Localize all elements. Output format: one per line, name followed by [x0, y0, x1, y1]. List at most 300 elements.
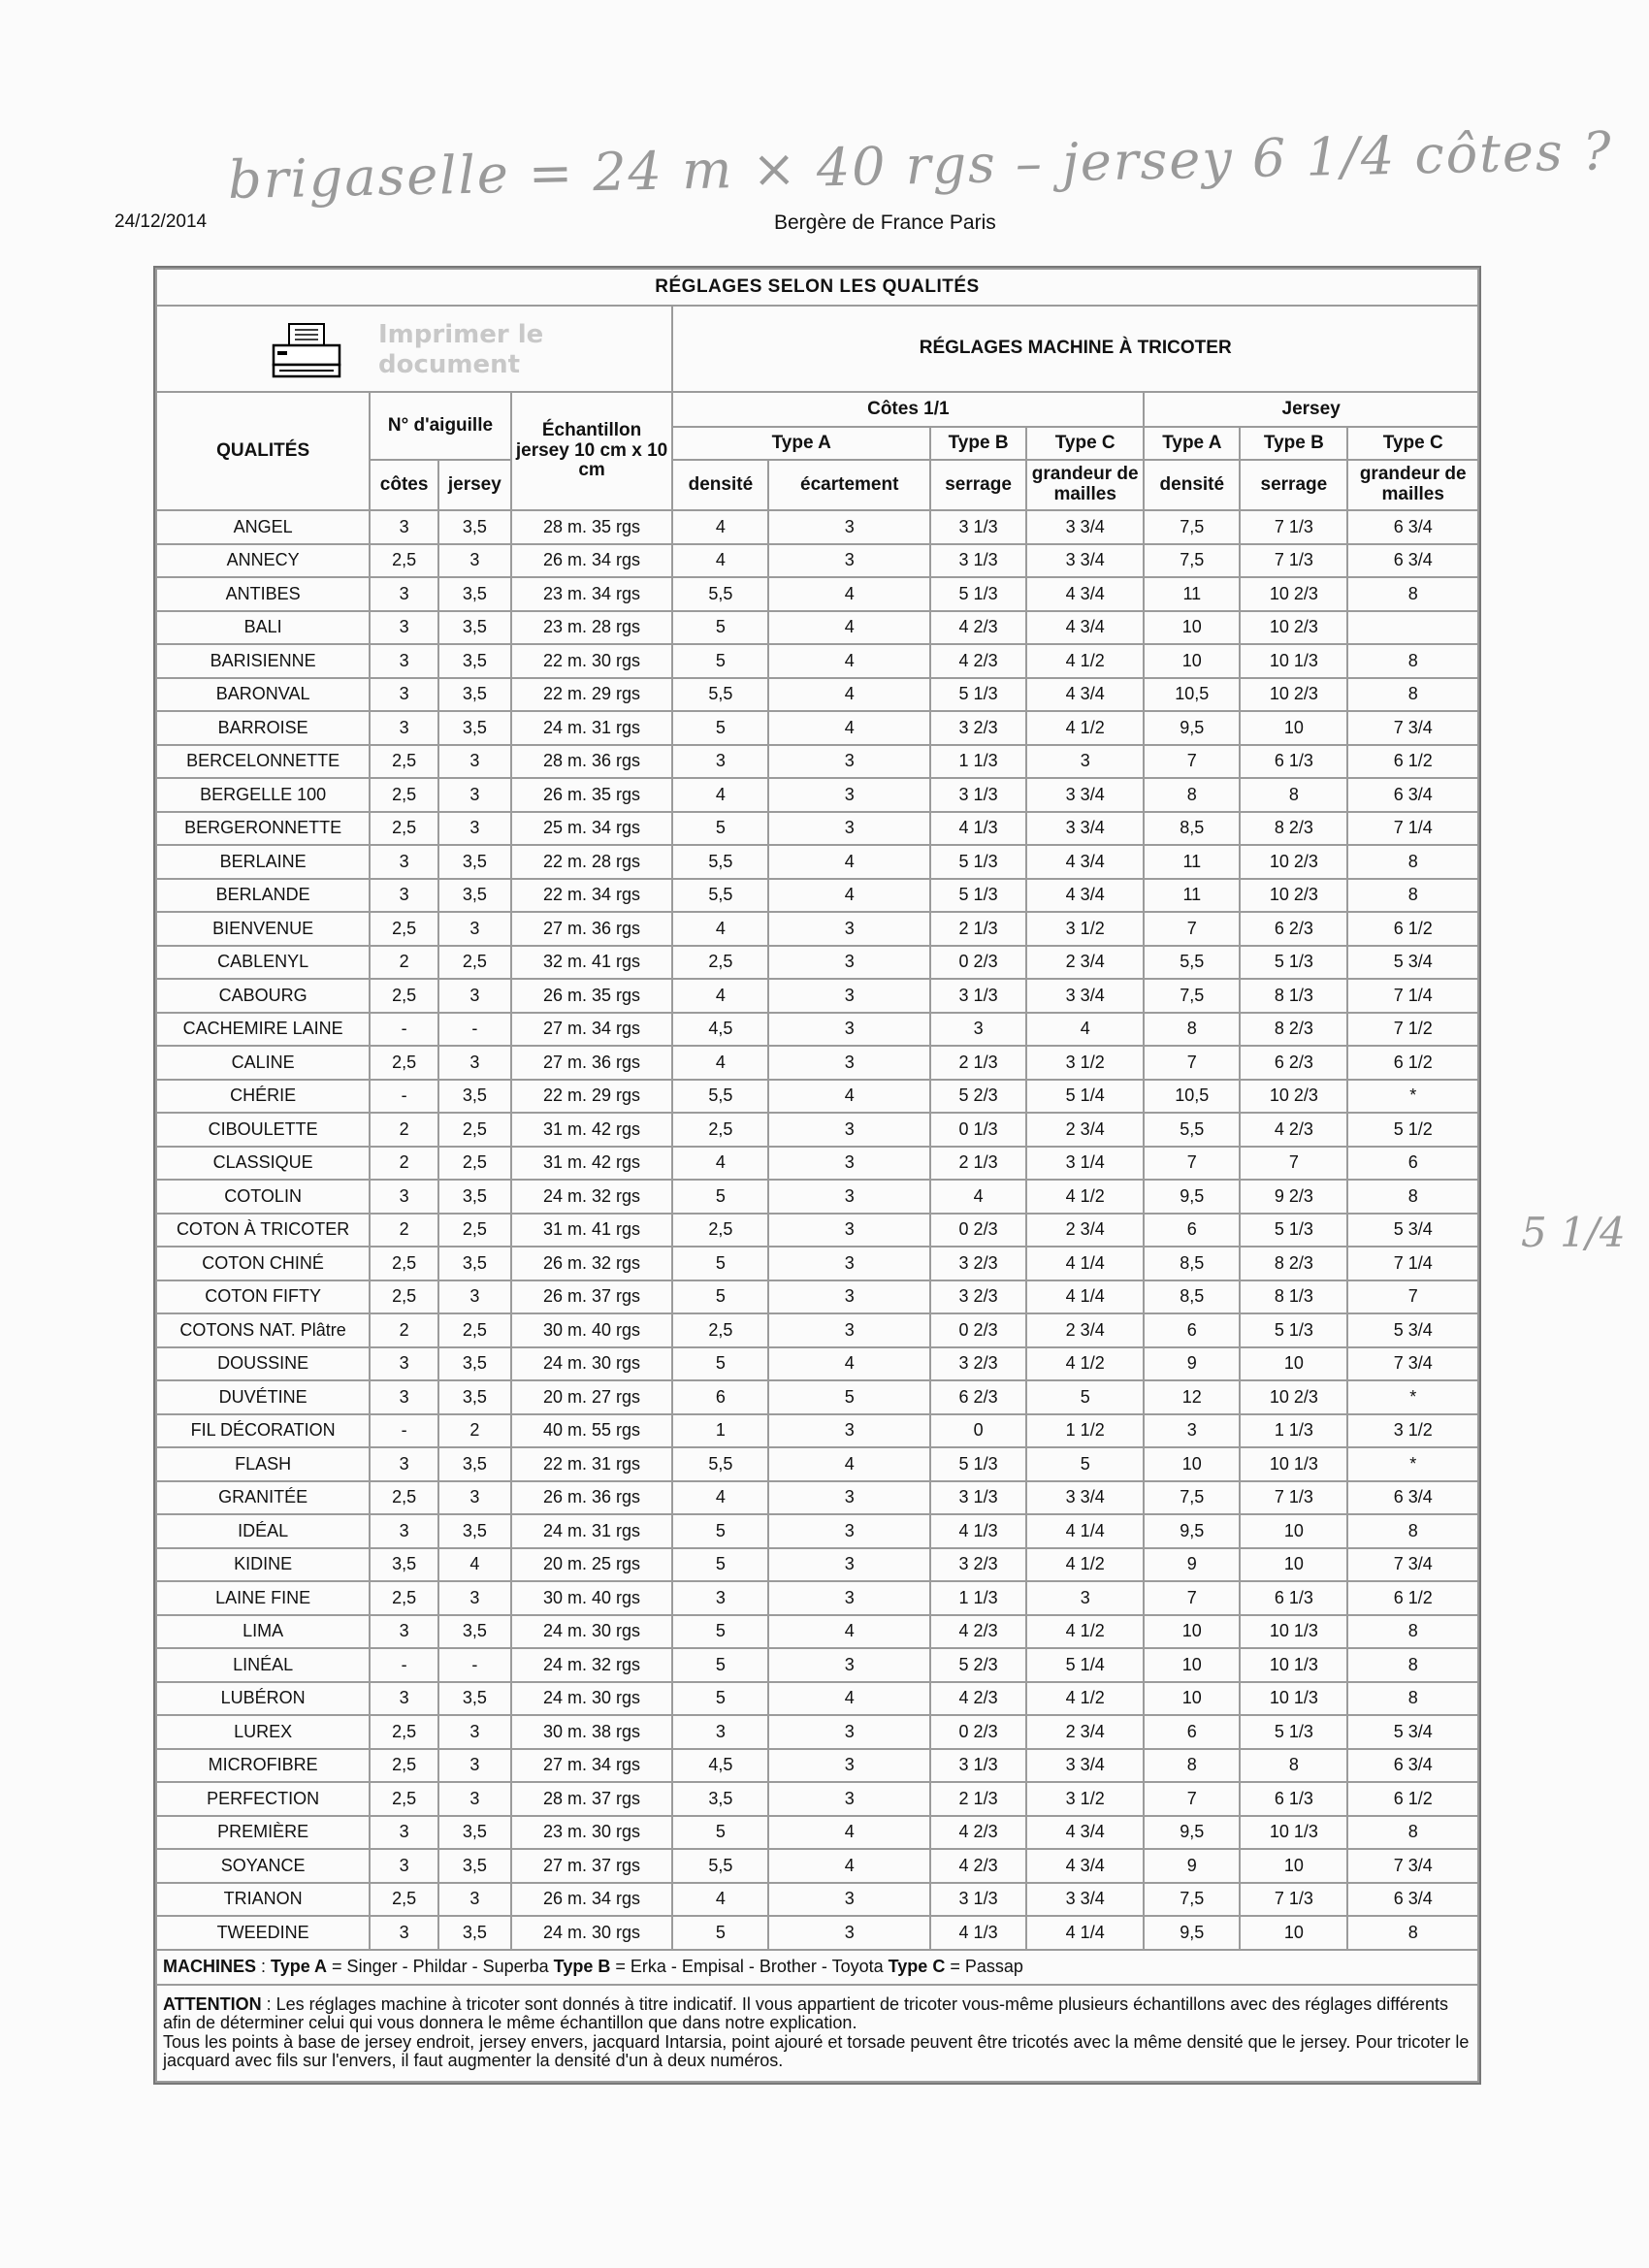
cell-quality: BERCELONNETTE	[156, 745, 370, 779]
cell-jersey-densite: 6	[1144, 1715, 1240, 1749]
cell-jersey-serrage: 10	[1240, 1548, 1347, 1582]
cell-quality: TRIANON	[156, 1883, 370, 1917]
cell-cotes-densite: 5	[672, 812, 768, 846]
cell-cotes-densite: 4	[672, 979, 768, 1013]
cell-cotes-serrage: 3 2/3	[930, 1347, 1026, 1381]
cell-cotes-serrage: 4	[930, 1180, 1026, 1214]
machines-list-b: = Erka - Empisal - Brother - Toyota	[610, 1956, 889, 1976]
cell-jersey-serrage: 8	[1240, 1749, 1347, 1783]
cell-cotes-serrage: 0	[930, 1414, 1026, 1448]
cell-needle-jersey: 3,5	[438, 1380, 511, 1414]
cell-cotes-serrage: 4 2/3	[930, 611, 1026, 645]
machines-note	[156, 1950, 1478, 1985]
cell-quality: BERGELLE 100	[156, 778, 370, 812]
cell-jersey-grandeur: 7 1/2	[1347, 1013, 1478, 1047]
cell-cotes-serrage: 4 2/3	[930, 1849, 1026, 1883]
machines-type-c: Type C	[888, 1956, 946, 1976]
cell-jersey-grandeur: 8	[1347, 1816, 1478, 1850]
print-document-button[interactable]	[156, 306, 672, 392]
cell-cotes-grandeur: 3 3/4	[1026, 778, 1144, 812]
cell-cotes-ecartement: 3	[768, 946, 930, 980]
cell-needle-cotes: 2,5	[370, 1883, 438, 1917]
cell-jersey-grandeur: 7	[1347, 1280, 1478, 1314]
cell-cotes-grandeur: 2 3/4	[1026, 1313, 1144, 1347]
cell-jersey-densite: 8	[1144, 1749, 1240, 1783]
cell-quality: ANTIBES	[156, 577, 370, 611]
cell-quality: COTON FIFTY	[156, 1280, 370, 1314]
cell-cotes-grandeur: 4 1/2	[1026, 1548, 1144, 1582]
cell-cotes-grandeur: 5 1/4	[1026, 1080, 1144, 1114]
cell-jersey-densite: 10,5	[1144, 1080, 1240, 1114]
cell-quality: BIENVENUE	[156, 912, 370, 946]
cell-cotes-densite: 5,5	[672, 845, 768, 879]
table-row	[156, 1180, 1478, 1214]
cell-sample: 31 m. 42 rgs	[511, 1147, 673, 1181]
attention-note	[156, 1985, 1478, 2082]
cell-quality: FLASH	[156, 1447, 370, 1481]
cell-needle-cotes: 2	[370, 1147, 438, 1181]
table-row	[156, 1883, 1478, 1917]
header-cotes-ecartement: écartement	[768, 460, 930, 510]
cell-needle-cotes: 3,5	[370, 1548, 438, 1582]
cell-needle-cotes: 2,5	[370, 1046, 438, 1080]
attention-text-2: Tous les points à base de jersey endroit, jersey envers, jacquard Intarsia, point ajouré et torsade peuvent être tricotés avec la même densité que le jersey. Pour tricoter le jacquard avec fils sur l'envers, il faut augmenter la densité d'un à deux numéros.	[163, 2031, 1470, 2070]
cell-sample: 27 m. 34 rgs	[511, 1749, 673, 1783]
cell-cotes-densite: 5,5	[672, 678, 768, 712]
table-row	[156, 1113, 1478, 1147]
header-cotes-serrage: serrage	[930, 460, 1026, 510]
cell-cotes-grandeur: 4 1/4	[1026, 1514, 1144, 1548]
cell-jersey-serrage: 10	[1240, 1916, 1347, 1950]
cell-needle-cotes: -	[370, 1648, 438, 1682]
cell-cotes-serrage: 1 1/3	[930, 1581, 1026, 1615]
cell-jersey-serrage: 7 1/3	[1240, 510, 1347, 544]
cell-jersey-grandeur: 7 3/4	[1347, 1347, 1478, 1381]
cell-jersey-grandeur: 6 3/4	[1347, 510, 1478, 544]
cell-cotes-ecartement: 3	[768, 745, 930, 779]
cell-quality: LIMA	[156, 1615, 370, 1649]
cell-cotes-serrage: 2 1/3	[930, 1147, 1026, 1181]
cell-cotes-grandeur: 4 1/2	[1026, 1682, 1144, 1716]
cell-cotes-grandeur: 4 1/4	[1026, 1916, 1144, 1950]
cell-sample: 22 m. 34 rgs	[511, 879, 673, 913]
cell-cotes-grandeur: 3 3/4	[1026, 544, 1144, 578]
cell-needle-jersey: 3	[438, 1481, 511, 1515]
cell-cotes-ecartement: 3	[768, 979, 930, 1013]
cell-cotes-ecartement: 4	[768, 1347, 930, 1381]
cell-sample: 22 m. 29 rgs	[511, 1080, 673, 1114]
cell-quality: BERGERONNETTE	[156, 812, 370, 846]
cell-jersey-densite: 7	[1144, 1782, 1240, 1816]
cell-cotes-grandeur: 4 3/4	[1026, 1849, 1144, 1883]
table-row	[156, 1280, 1478, 1314]
cell-cotes-ecartement: 3	[768, 912, 930, 946]
cell-jersey-grandeur: 5 3/4	[1347, 946, 1478, 980]
cell-jersey-grandeur: 7 3/4	[1347, 1849, 1478, 1883]
table-row	[156, 778, 1478, 812]
cell-cotes-serrage: 0 2/3	[930, 1313, 1026, 1347]
cell-needle-jersey: 2,5	[438, 1214, 511, 1247]
table-row	[156, 1514, 1478, 1548]
cell-cotes-serrage: 5 1/3	[930, 845, 1026, 879]
cell-cotes-serrage: 3 2/3	[930, 1247, 1026, 1280]
cell-cotes-ecartement: 3	[768, 1013, 930, 1047]
cell-jersey-densite: 6	[1144, 1313, 1240, 1347]
cell-needle-cotes: 3	[370, 1849, 438, 1883]
cell-quality: COTOLIN	[156, 1180, 370, 1214]
table-row	[156, 1749, 1478, 1783]
cell-jersey-grandeur: 8	[1347, 845, 1478, 879]
cell-cotes-ecartement: 3	[768, 1648, 930, 1682]
cell-quality: CABLENYL	[156, 946, 370, 980]
cell-quality: ANNECY	[156, 544, 370, 578]
header-cotes-type-c: Type C	[1026, 427, 1144, 460]
header-jersey-grandeur: grandeur de mailles	[1347, 460, 1478, 510]
settings-table	[155, 268, 1479, 2083]
machines-type-b: Type B	[553, 1956, 611, 1976]
cell-cotes-serrage: 4 2/3	[930, 644, 1026, 678]
cell-cotes-grandeur: 2 3/4	[1026, 1113, 1144, 1147]
cell-cotes-grandeur: 3 3/4	[1026, 1481, 1144, 1515]
cell-cotes-serrage: 3 1/3	[930, 979, 1026, 1013]
cell-sample: 30 m. 40 rgs	[511, 1581, 673, 1615]
table-row	[156, 1715, 1478, 1749]
cell-needle-jersey: 3,5	[438, 1180, 511, 1214]
cell-jersey-grandeur: 6 1/2	[1347, 1046, 1478, 1080]
table-title: RÉGLAGES SELON LES QUALITÉS	[156, 269, 1478, 306]
handwritten-note: brigaselle = 24 m × 40 rgs – jersey 6 1/4 côtes ?	[227, 120, 1614, 211]
cell-jersey-grandeur: 3 1/2	[1347, 1414, 1478, 1448]
cell-jersey-serrage: 6 1/3	[1240, 1782, 1347, 1816]
cell-needle-cotes: 3	[370, 1916, 438, 1950]
table-row	[156, 544, 1478, 578]
table-row	[156, 879, 1478, 913]
cell-needle-jersey: 2,5	[438, 1113, 511, 1147]
cell-sample: 27 m. 34 rgs	[511, 1013, 673, 1047]
table-row	[156, 912, 1478, 946]
cell-cotes-grandeur: 5	[1026, 1447, 1144, 1481]
cell-needle-cotes: 3	[370, 1347, 438, 1381]
cell-jersey-grandeur: *	[1347, 1380, 1478, 1414]
cell-cotes-grandeur: 5	[1026, 1380, 1144, 1414]
cell-cotes-ecartement: 4	[768, 1816, 930, 1850]
cell-quality: BERLAINE	[156, 845, 370, 879]
cell-cotes-densite: 4,5	[672, 1013, 768, 1047]
table-row	[156, 711, 1478, 745]
cell-jersey-grandeur	[1347, 611, 1478, 645]
table-row	[156, 1615, 1478, 1649]
cell-quality: COTON À TRICOTER	[156, 1214, 370, 1247]
cell-needle-jersey: 3	[438, 979, 511, 1013]
cell-jersey-grandeur: 5 3/4	[1347, 1313, 1478, 1347]
cell-sample: 26 m. 36 rgs	[511, 1481, 673, 1515]
cell-needle-jersey: -	[438, 1648, 511, 1682]
header-cotes-grandeur: grandeur de mailles	[1026, 460, 1144, 510]
cell-needle-cotes: 3	[370, 1380, 438, 1414]
cell-cotes-grandeur: 4 3/4	[1026, 879, 1144, 913]
attention-label: ATTENTION	[163, 1993, 262, 2014]
cell-cotes-grandeur: 3 1/2	[1026, 1046, 1144, 1080]
table-row	[156, 1214, 1478, 1247]
cell-cotes-ecartement: 3	[768, 1214, 930, 1247]
cell-cotes-densite: 1	[672, 1414, 768, 1448]
cell-needle-cotes: 2,5	[370, 1715, 438, 1749]
cell-jersey-serrage: 7 1/3	[1240, 1883, 1347, 1917]
cell-jersey-densite: 7,5	[1144, 1481, 1240, 1515]
cell-sample: 22 m. 31 rgs	[511, 1447, 673, 1481]
cell-jersey-densite: 11	[1144, 577, 1240, 611]
cell-jersey-grandeur: 7 1/4	[1347, 979, 1478, 1013]
cell-cotes-densite: 2,5	[672, 1113, 768, 1147]
cell-needle-cotes: 3	[370, 577, 438, 611]
cell-needle-jersey: 3,5	[438, 1514, 511, 1548]
cell-quality: LINÉAL	[156, 1648, 370, 1682]
table-row	[156, 1782, 1478, 1816]
header-cotes-densite: densité	[672, 460, 768, 510]
cell-cotes-ecartement: 3	[768, 1180, 930, 1214]
cell-jersey-densite: 9	[1144, 1548, 1240, 1582]
cell-needle-cotes: 2,5	[370, 912, 438, 946]
cell-needle-cotes: 3	[370, 1447, 438, 1481]
cell-cotes-ecartement: 3	[768, 1481, 930, 1515]
col-header-echantillon: Échantillon jersey 10 cm x 10 cm	[511, 392, 673, 510]
cell-quality: BARONVAL	[156, 678, 370, 712]
cell-jersey-densite: 7	[1144, 1147, 1240, 1181]
cell-needle-cotes: 3	[370, 879, 438, 913]
cell-cotes-serrage: 3 1/3	[930, 510, 1026, 544]
table-row	[156, 1816, 1478, 1850]
cell-jersey-grandeur: 6 3/4	[1347, 1749, 1478, 1783]
cell-jersey-serrage: 8 2/3	[1240, 1013, 1347, 1047]
col-header-qualites: QUALITÉS	[156, 392, 370, 510]
cell-jersey-serrage: 5 1/3	[1240, 1715, 1347, 1749]
cell-cotes-densite: 5,5	[672, 577, 768, 611]
cell-cotes-densite: 4	[672, 1883, 768, 1917]
cell-cotes-ecartement: 3	[768, 510, 930, 544]
cell-jersey-serrage: 10 2/3	[1240, 678, 1347, 712]
cell-cotes-serrage: 4 1/3	[930, 1514, 1026, 1548]
machine-section-title: RÉGLAGES MACHINE À TRICOTER	[672, 306, 1478, 392]
cell-jersey-grandeur: 8	[1347, 1180, 1478, 1214]
cell-needle-cotes: 3	[370, 711, 438, 745]
cell-needle-cotes: 2	[370, 1214, 438, 1247]
cell-cotes-ecartement: 4	[768, 845, 930, 879]
cell-jersey-serrage: 5 1/3	[1240, 1214, 1347, 1247]
cell-jersey-grandeur: 8	[1347, 879, 1478, 913]
cell-cotes-ecartement: 3	[768, 1782, 930, 1816]
cell-needle-jersey: 3,5	[438, 577, 511, 611]
table-row	[156, 812, 1478, 846]
cell-cotes-ecartement: 3	[768, 1046, 930, 1080]
cell-cotes-serrage: 3 2/3	[930, 1280, 1026, 1314]
header-jersey-type-a: Type A	[1144, 427, 1240, 460]
cell-needle-cotes: 3	[370, 1514, 438, 1548]
machines-list-c: = Passap	[945, 1956, 1023, 1976]
header-jersey-serrage: serrage	[1240, 460, 1347, 510]
cell-quality: BERLANDE	[156, 879, 370, 913]
cell-jersey-grandeur: 6 3/4	[1347, 544, 1478, 578]
cell-cotes-densite: 4	[672, 1046, 768, 1080]
cell-cotes-grandeur: 4 3/4	[1026, 845, 1144, 879]
cell-cotes-ecartement: 3	[768, 1514, 930, 1548]
table-row	[156, 1046, 1478, 1080]
cell-jersey-grandeur: 7 3/4	[1347, 1548, 1478, 1582]
cell-cotes-ecartement: 4	[768, 1682, 930, 1716]
cell-jersey-serrage: 10 1/3	[1240, 644, 1347, 678]
cell-cotes-densite: 5	[672, 1615, 768, 1649]
cell-cotes-densite: 6	[672, 1380, 768, 1414]
cell-jersey-serrage: 10 1/3	[1240, 1682, 1347, 1716]
cell-cotes-ecartement: 3	[768, 778, 930, 812]
cell-jersey-densite: 10	[1144, 1648, 1240, 1682]
cell-jersey-densite: 9,5	[1144, 1816, 1240, 1850]
cell-jersey-grandeur: 8	[1347, 1682, 1478, 1716]
cell-cotes-grandeur: 4 3/4	[1026, 678, 1144, 712]
cell-jersey-densite: 7,5	[1144, 979, 1240, 1013]
cell-needle-jersey: 3,5	[438, 1447, 511, 1481]
cell-cotes-ecartement: 4	[768, 678, 930, 712]
cell-sample: 27 m. 36 rgs	[511, 912, 673, 946]
cell-needle-cotes: -	[370, 1414, 438, 1448]
cell-needle-cotes: 3	[370, 644, 438, 678]
cell-cotes-serrage: 3 1/3	[930, 1883, 1026, 1917]
cell-quality: CABOURG	[156, 979, 370, 1013]
table-row	[156, 1849, 1478, 1883]
cell-sample: 24 m. 30 rgs	[511, 1682, 673, 1716]
cell-quality: CIBOULETTE	[156, 1113, 370, 1147]
cell-cotes-ecartement: 3	[768, 1548, 930, 1582]
cell-jersey-densite: 10	[1144, 1447, 1240, 1481]
cell-sample: 40 m. 55 rgs	[511, 1414, 673, 1448]
cell-needle-jersey: 3,5	[438, 1816, 511, 1850]
cell-cotes-grandeur: 4 1/4	[1026, 1247, 1144, 1280]
cell-cotes-serrage: 3 1/3	[930, 778, 1026, 812]
cell-needle-jersey: 2	[438, 1414, 511, 1448]
cell-sample: 20 m. 27 rgs	[511, 1380, 673, 1414]
cell-quality: IDÉAL	[156, 1514, 370, 1548]
cell-needle-cotes: 2	[370, 1313, 438, 1347]
cell-needle-cotes: 2,5	[370, 1280, 438, 1314]
cell-quality: TWEEDINE	[156, 1916, 370, 1950]
cell-quality: BALI	[156, 611, 370, 645]
cell-quality: CLASSIQUE	[156, 1147, 370, 1181]
cell-needle-jersey: 3,5	[438, 1347, 511, 1381]
cell-cotes-serrage: 5 1/3	[930, 678, 1026, 712]
cell-jersey-densite: 10	[1144, 1682, 1240, 1716]
cell-cotes-ecartement: 3	[768, 1313, 930, 1347]
cell-jersey-serrage: 7 1/3	[1240, 544, 1347, 578]
cell-sample: 26 m. 35 rgs	[511, 979, 673, 1013]
table-row	[156, 510, 1478, 544]
cell-sample: 30 m. 38 rgs	[511, 1715, 673, 1749]
cell-jersey-densite: 6	[1144, 1214, 1240, 1247]
cell-cotes-serrage: 3 1/3	[930, 544, 1026, 578]
cell-jersey-grandeur: 7 1/4	[1347, 1247, 1478, 1280]
table-row	[156, 1682, 1478, 1716]
cell-cotes-densite: 4	[672, 912, 768, 946]
cell-cotes-densite: 5	[672, 644, 768, 678]
cell-jersey-serrage: 10 2/3	[1240, 1080, 1347, 1114]
table-row	[156, 745, 1478, 779]
cell-jersey-grandeur: *	[1347, 1080, 1478, 1114]
cell-jersey-densite: 10	[1144, 644, 1240, 678]
cell-quality: CACHEMIRE LAINE	[156, 1013, 370, 1047]
cell-cotes-ecartement: 3	[768, 1414, 930, 1448]
header-jersey-densite: densité	[1144, 460, 1240, 510]
cell-sample: 24 m. 30 rgs	[511, 1615, 673, 1649]
cell-sample: 22 m. 29 rgs	[511, 678, 673, 712]
cell-sample: 25 m. 34 rgs	[511, 812, 673, 846]
cell-cotes-serrage: 5 1/3	[930, 1447, 1026, 1481]
cell-cotes-grandeur: 3 1/4	[1026, 1147, 1144, 1181]
cell-needle-cotes: 2,5	[370, 1782, 438, 1816]
table-row	[156, 979, 1478, 1013]
cell-sample: 28 m. 36 rgs	[511, 745, 673, 779]
cell-jersey-densite: 8,5	[1144, 1280, 1240, 1314]
cell-cotes-serrage: 5 2/3	[930, 1648, 1026, 1682]
cell-jersey-densite: 8	[1144, 1013, 1240, 1047]
cell-quality: PERFECTION	[156, 1782, 370, 1816]
cell-cotes-densite: 5,5	[672, 1849, 768, 1883]
cell-cotes-grandeur: 4 1/2	[1026, 1615, 1144, 1649]
cell-jersey-serrage: 8	[1240, 778, 1347, 812]
cell-cotes-grandeur: 4 3/4	[1026, 611, 1144, 645]
cell-jersey-serrage: 5 1/3	[1240, 1313, 1347, 1347]
page-source: Bergère de France Paris	[774, 211, 996, 234]
cell-cotes-ecartement: 3	[768, 544, 930, 578]
cell-cotes-grandeur: 3 3/4	[1026, 812, 1144, 846]
cell-jersey-grandeur: 8	[1347, 644, 1478, 678]
cell-cotes-serrage: 0 1/3	[930, 1113, 1026, 1147]
cell-needle-cotes: 2	[370, 1113, 438, 1147]
printer-icon	[272, 322, 341, 378]
cell-jersey-densite: 7,5	[1144, 544, 1240, 578]
cell-needle-jersey: 3	[438, 1749, 511, 1783]
cell-cotes-serrage: 1 1/3	[930, 745, 1026, 779]
table-row	[156, 1380, 1478, 1414]
cell-jersey-serrage: 8 1/3	[1240, 1280, 1347, 1314]
cell-cotes-ecartement: 3	[768, 1113, 930, 1147]
cell-jersey-grandeur: 5 3/4	[1347, 1214, 1478, 1247]
cell-needle-jersey: 3,5	[438, 644, 511, 678]
table-row	[156, 644, 1478, 678]
cell-cotes-densite: 5	[672, 1514, 768, 1548]
cell-jersey-densite: 5,5	[1144, 946, 1240, 980]
cell-jersey-grandeur: 8	[1347, 1648, 1478, 1682]
cell-jersey-serrage: 10 1/3	[1240, 1615, 1347, 1649]
cell-sample: 30 m. 40 rgs	[511, 1313, 673, 1347]
cell-jersey-densite: 8,5	[1144, 812, 1240, 846]
cell-needle-jersey: 3,5	[438, 711, 511, 745]
cell-cotes-grandeur: 3 3/4	[1026, 510, 1144, 544]
cell-sample: 26 m. 34 rgs	[511, 544, 673, 578]
cell-cotes-serrage: 3	[930, 1013, 1026, 1047]
cell-jersey-serrage: 8 2/3	[1240, 812, 1347, 846]
cell-needle-cotes: 2,5	[370, 1481, 438, 1515]
cell-cotes-ecartement: 4	[768, 711, 930, 745]
cell-quality: BARISIENNE	[156, 644, 370, 678]
cell-jersey-grandeur: 6 3/4	[1347, 1883, 1478, 1917]
cell-jersey-grandeur: 8	[1347, 577, 1478, 611]
cell-jersey-densite: 8	[1144, 778, 1240, 812]
cell-cotes-ecartement: 4	[768, 879, 930, 913]
cell-jersey-serrage: 10 1/3	[1240, 1648, 1347, 1682]
cell-needle-jersey: 2,5	[438, 1147, 511, 1181]
cell-quality: CALINE	[156, 1046, 370, 1080]
table-body	[156, 510, 1478, 1950]
table-row	[156, 1648, 1478, 1682]
cell-quality: LAINE FINE	[156, 1581, 370, 1615]
